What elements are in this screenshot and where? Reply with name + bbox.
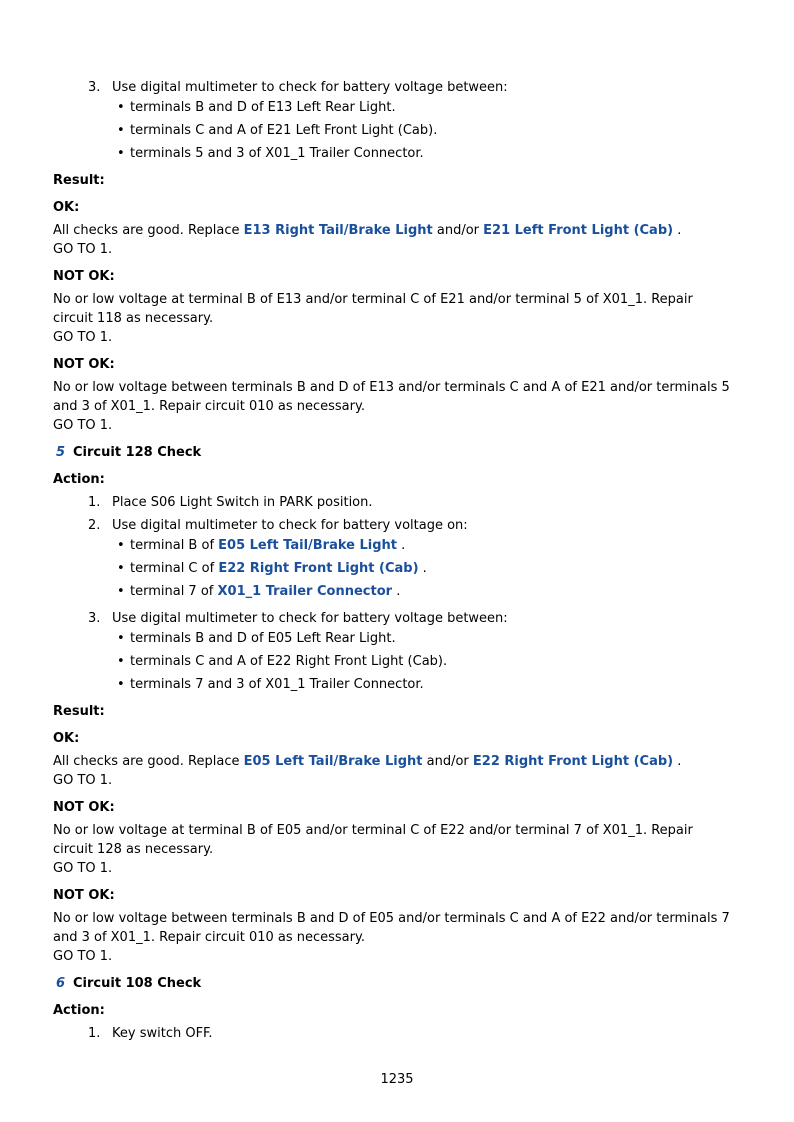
- not-ok-text: No or low voltage at terminal B of E13 and/or terminal C of E21 and/or terminal 5 of X01_1. Repair circuit 118 as necessary.: [53, 292, 693, 326]
- list-item: [53, 1024, 733, 1043]
- goto-text: GO TO 1.: [53, 330, 113, 345]
- list-number: 1.: [88, 495, 101, 510]
- ok-heading: OK:: [53, 731, 80, 746]
- action-heading: Action:: [53, 472, 105, 487]
- not-ok-paragraph: [53, 290, 733, 347]
- bullet-text: terminal B of: [130, 538, 219, 553]
- link-e21-left-front-light[interactable]: E21 Left Front Light (Cab): [483, 223, 674, 238]
- not-ok-heading: NOT OK:: [53, 269, 115, 284]
- link-e05-left-tail-brake-light[interactable]: E05 Left Tail/Brake Light: [218, 538, 398, 553]
- document-body: [53, 78, 733, 1043]
- bullet-icon: •: [117, 538, 125, 553]
- goto-text: GO TO 1.: [53, 418, 113, 433]
- bullet-text: .: [397, 538, 406, 553]
- not-ok-text: No or low voltage between terminals B and D of E13 and/or terminals C and A of E21 and/or terminals 5 and 3 of X01_1. Repair circuit 010 as necessary.: [53, 380, 730, 414]
- bullet-text: terminals 5 and 3 of X01_1 Trailer Connector.: [130, 146, 424, 161]
- list-number: 2.: [88, 518, 101, 533]
- list-item-text: Use digital multimeter to check for battery voltage between:: [112, 80, 508, 95]
- list-item: [53, 609, 733, 628]
- not-ok-paragraph: [53, 378, 733, 435]
- ok-paragraph: [53, 752, 733, 790]
- bullet-text: .: [418, 561, 427, 576]
- bullet-item: [117, 675, 733, 694]
- bullet-text: terminals C and A of E22 Right Front Light (Cab).: [130, 654, 448, 669]
- link-e22-right-front-light[interactable]: E22 Right Front Light (Cab): [472, 754, 674, 769]
- goto-text: GO TO 1.: [53, 861, 113, 876]
- bullet-icon: •: [117, 561, 125, 576]
- result-heading: Result:: [53, 173, 105, 188]
- link-e05-left-tail-brake-light[interactable]: E05 Left Tail/Brake Light: [243, 754, 423, 769]
- list-number: 1.: [88, 1026, 101, 1041]
- list-number: 3.: [88, 611, 101, 626]
- bullet-item: [117, 652, 733, 671]
- ok-text: All checks are good. Replace: [53, 754, 244, 769]
- goto-text: GO TO 1.: [53, 242, 113, 257]
- result-heading: Result:: [53, 704, 105, 719]
- bullet-icon: •: [117, 677, 125, 692]
- not-ok-heading: NOT OK:: [53, 800, 115, 815]
- bullet-icon: •: [117, 631, 125, 646]
- step-title: [53, 974, 733, 993]
- bullet-item: [117, 98, 733, 117]
- goto-text: GO TO 1.: [53, 773, 113, 788]
- not-ok-paragraph: [53, 821, 733, 878]
- step-number: 6: [55, 976, 65, 991]
- link-e22-right-front-light[interactable]: E22 Right Front Light (Cab): [218, 561, 419, 576]
- ok-text: and/or: [432, 223, 484, 238]
- bullet-icon: •: [117, 100, 125, 115]
- list-item-text: Use digital multimeter to check for battery voltage on:: [112, 518, 468, 533]
- action-heading: Action:: [53, 1003, 105, 1018]
- bullet-text: terminals C and A of E21 Left Front Light (Cab).: [130, 123, 438, 138]
- not-ok-text: No or low voltage between terminals B and D of E05 and/or terminals C and A of E22 and/or terminals 7 and 3 of X01_1. Repair circuit 010 as necessary.: [53, 911, 730, 945]
- bullet-icon: •: [117, 584, 125, 599]
- step-title: [53, 443, 733, 462]
- bullet-icon: •: [117, 123, 125, 138]
- bullet-list: [53, 98, 733, 163]
- ok-heading: OK:: [53, 200, 80, 215]
- bullet-text: terminal C of: [130, 561, 219, 576]
- link-x01-1-trailer-connector[interactable]: X01_1 Trailer Connector: [217, 584, 393, 599]
- bullet-text: .: [392, 584, 401, 599]
- ok-text: .: [673, 754, 682, 769]
- list-item: [53, 516, 733, 535]
- bullet-item: [117, 559, 733, 578]
- bullet-icon: •: [117, 146, 125, 161]
- goto-text: GO TO 1.: [53, 949, 113, 964]
- page-number: 1235: [380, 1072, 414, 1087]
- list-item: [53, 78, 733, 97]
- bullet-item: [117, 121, 733, 140]
- bullet-text: terminals 7 and 3 of X01_1 Trailer Connector.: [130, 677, 424, 692]
- bullet-text: terminals B and D of E05 Left Rear Light.: [130, 631, 396, 646]
- bullet-item: [117, 582, 733, 601]
- step-number: 5: [55, 445, 65, 460]
- step-title-text: Circuit 108 Check: [73, 976, 202, 991]
- list-item: [53, 493, 733, 512]
- ok-text: All checks are good. Replace: [53, 223, 244, 238]
- bullet-list: [53, 536, 733, 601]
- bullet-list: [53, 629, 733, 694]
- not-ok-text: No or low voltage at terminal B of E05 and/or terminal C of E22 and/or terminal 7 of X01_1. Repair circuit 128 as necessary.: [53, 823, 693, 857]
- list-item-text: Key switch OFF.: [112, 1026, 213, 1041]
- not-ok-paragraph: [53, 909, 733, 966]
- bullet-item: [117, 629, 733, 648]
- bullet-item: [117, 536, 733, 555]
- step-title-text: Circuit 128 Check: [73, 445, 202, 460]
- bullet-text: terminals B and D of E13 Left Rear Light.: [130, 100, 396, 115]
- link-e13-right-tail-brake-light[interactable]: E13 Right Tail/Brake Light: [243, 223, 433, 238]
- list-item-text: Place S06 Light Switch in PARK position.: [112, 495, 373, 510]
- list-item-text: Use digital multimeter to check for battery voltage between:: [112, 611, 508, 626]
- ok-paragraph: [53, 221, 733, 259]
- list-number: 3.: [88, 80, 101, 95]
- bullet-text: terminal 7 of: [130, 584, 218, 599]
- not-ok-heading: NOT OK:: [53, 357, 115, 372]
- ok-text: and/or: [422, 754, 473, 769]
- ok-text: .: [673, 223, 682, 238]
- not-ok-heading: NOT OK:: [53, 888, 115, 903]
- bullet-item: [117, 144, 733, 163]
- bullet-icon: •: [117, 654, 125, 669]
